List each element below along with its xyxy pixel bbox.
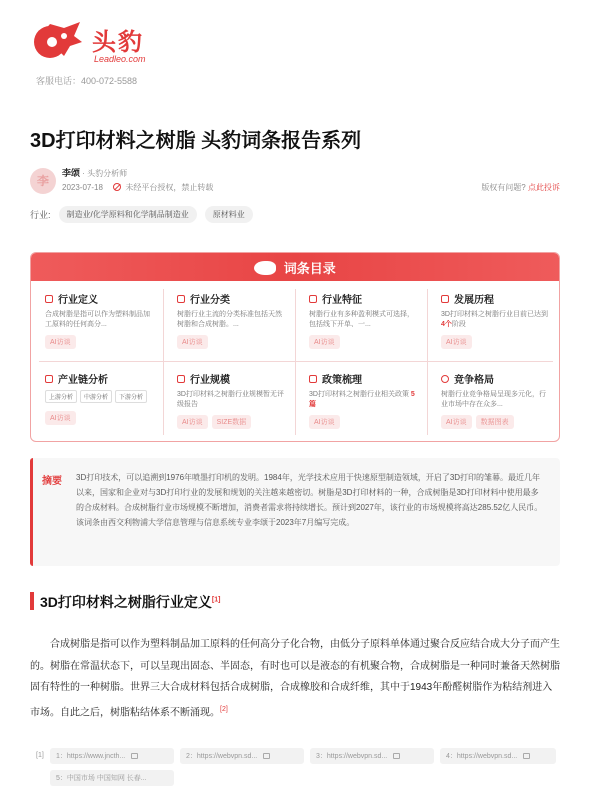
directory-item-competition[interactable] bbox=[427, 361, 559, 441]
chain-icon bbox=[45, 375, 53, 383]
directory-panel bbox=[30, 252, 560, 442]
reference-link[interactable]: 5：中国市场 中国知网 长春... bbox=[50, 770, 174, 786]
item-desc: 树脂行业主流的分类标准包括天然树脂和合成树脂。... bbox=[177, 311, 282, 328]
reprint-notice: 未经平台授权，禁止转载 bbox=[125, 183, 214, 192]
external-link-icon bbox=[131, 753, 138, 759]
directory-title: 词条目录 bbox=[283, 261, 336, 276]
directory-header bbox=[31, 253, 559, 281]
directory-item-scale[interactable] bbox=[163, 361, 295, 441]
reference-link[interactable]: 4：https://webvpn.sd... bbox=[440, 748, 556, 764]
directory-grid bbox=[31, 281, 560, 442]
size-data-badge[interactable]: SIZE数据 bbox=[212, 415, 252, 429]
directory-item-history[interactable] bbox=[427, 281, 559, 361]
pie-icon bbox=[441, 375, 449, 383]
ai-interview-badge[interactable]: AI访谈 bbox=[45, 335, 76, 349]
policy-icon bbox=[309, 375, 317, 383]
item-title: 行业分类 bbox=[190, 295, 230, 306]
bar-chart-icon bbox=[177, 375, 185, 383]
section-accent-bar bbox=[30, 592, 34, 610]
ai-interview-badge[interactable]: AI访谈 bbox=[177, 415, 208, 429]
item-desc: 树脂行业有多种盈利模式可选择，包括线下开单、一... bbox=[309, 311, 414, 328]
reference-link[interactable]: 1：https://www.jncth... bbox=[50, 748, 174, 764]
item-title: 产业链分析 bbox=[58, 375, 108, 386]
industry-tag[interactable]: 制造业/化学原料和化学制品制造业 bbox=[59, 206, 197, 223]
industry-tag[interactable]: 原材料业 bbox=[205, 206, 253, 223]
copyright-question: 版权有问题? bbox=[481, 183, 526, 192]
item-title: 行业定义 bbox=[58, 295, 98, 306]
item-desc: 3D打印材料之树脂行业相关政策 5篇 bbox=[309, 391, 415, 408]
publish-date: 2023-07-18 bbox=[62, 183, 103, 192]
directory-item-features[interactable] bbox=[295, 281, 427, 361]
ai-interview-badge[interactable]: AI访谈 bbox=[309, 415, 340, 429]
citation-link[interactable]: [2] bbox=[220, 705, 228, 713]
section-title-text: 3D打印材料之树脂行业定义 bbox=[40, 594, 212, 610]
directory-item-definition[interactable] bbox=[31, 281, 163, 361]
item-title: 竞争格局 bbox=[454, 375, 494, 386]
section-body-text: 合成树脂是指可以作为塑料制品加工原料的任何高分子化合物，由低分子原料单体通过聚合反应结合成大分子而产生的。树脂在常温状态下，可以呈现出固态、半固态，有时也可以是液态的有机聚合物，合成树脂是一种同时兼备天然树脂固有特性的一种树脂。世界三大合成材料包括合成树脂，合成橡胶和合成纤维，其中于1943年酚醛树脂作为粘结剂进入市场。自此之后，树脂粘结体系不断涌现。 bbox=[30, 639, 560, 718]
item-title: 政策梳理 bbox=[322, 375, 362, 386]
item-desc: 树脂行业竞争格局呈现多元化，行业市场中存在众多... bbox=[441, 391, 546, 408]
data-chart-badge[interactable]: 数据图表 bbox=[476, 415, 514, 429]
external-link-icon bbox=[393, 753, 400, 759]
leadleo-logo[interactable] bbox=[30, 16, 170, 68]
directory-item-classification[interactable] bbox=[163, 281, 295, 361]
page-title: 3D打印材料之树脂 头豹词条报告系列 bbox=[30, 130, 362, 152]
feature-icon bbox=[309, 295, 317, 303]
prohibited-icon bbox=[113, 183, 121, 191]
section-title bbox=[40, 592, 220, 612]
upstream-tag[interactable]: 上游分析 bbox=[45, 390, 77, 403]
copyright-complaint bbox=[481, 182, 560, 193]
item-desc: 3D打印材料之树脂行业规模暂无评级报告 bbox=[177, 391, 284, 408]
ai-interview-badge[interactable]: AI访谈 bbox=[441, 335, 472, 349]
hierarchy-icon bbox=[177, 295, 185, 303]
item-desc: 合成树脂是指可以作为塑料制品加工原料的任何高分... bbox=[45, 311, 150, 328]
service-phone: 客服电话：400-072-5588 bbox=[36, 76, 138, 86]
reference-index: [1] bbox=[36, 752, 44, 759]
references bbox=[30, 738, 560, 794]
leopard-logo-icon bbox=[30, 18, 86, 60]
ai-interview-badge[interactable]: AI访谈 bbox=[177, 335, 208, 349]
external-link-icon bbox=[523, 753, 530, 759]
midstream-tag[interactable]: 中游分析 bbox=[80, 390, 112, 403]
reference-link[interactable]: 2：https://webvpn.sd... bbox=[180, 748, 304, 764]
author-org: · 头豹分析师 bbox=[82, 169, 128, 178]
author-line bbox=[62, 166, 127, 179]
brand-name-en: Leadleo.com bbox=[94, 54, 146, 64]
item-desc: 3D打印材料之树脂行业目前已达到 4个阶段 bbox=[441, 311, 548, 328]
industry-label: 行业: bbox=[30, 210, 51, 220]
directory-item-policy[interactable] bbox=[295, 361, 427, 441]
search-icon bbox=[45, 295, 53, 303]
downstream-tag[interactable]: 下游分析 bbox=[115, 390, 147, 403]
item-title: 行业规模 bbox=[190, 375, 230, 386]
summary-accent-bar bbox=[30, 458, 33, 566]
author-name[interactable]: 李颂 bbox=[62, 168, 81, 178]
meta-line bbox=[62, 182, 213, 193]
ai-interview-badge[interactable]: AI访谈 bbox=[45, 411, 76, 425]
item-title: 行业特征 bbox=[322, 295, 362, 306]
summary-label: 摘要 bbox=[42, 476, 62, 487]
section-body bbox=[30, 634, 560, 723]
industry-row bbox=[30, 206, 253, 223]
complaint-link[interactable]: 点此投诉 bbox=[528, 183, 560, 192]
timeline-icon bbox=[441, 295, 449, 303]
external-link-icon bbox=[263, 753, 270, 759]
brand-name-cn: 头豹 bbox=[92, 29, 144, 56]
leopard-icon bbox=[254, 261, 276, 275]
item-title: 发展历程 bbox=[454, 295, 494, 306]
directory-item-chain[interactable] bbox=[31, 361, 163, 441]
reference-link[interactable]: 3：https://webvpn.sd... bbox=[310, 748, 434, 764]
avatar[interactable]: 李 bbox=[30, 168, 56, 194]
citation-link[interactable]: [1] bbox=[211, 596, 221, 604]
ai-interview-badge[interactable]: AI访谈 bbox=[309, 335, 340, 349]
ai-interview-badge[interactable]: AI访谈 bbox=[441, 415, 472, 429]
summary-text: 3D打印技术，可以追溯到1976年喷墨打印机的发明。1984年，光学技术应用于快速原型制造领域，开启了3D打印的雏幕。最近几年以来，国家和企业对与3D打印行业的发展和规划的关注越来越密切。树脂是3D打印材料的一种，合成树脂是3D打印材料中使用最多的合成材料。合成树脂行业市场规模不断增加，消费者需求将持续增长。预计到2027年，该行业的市场规模将高达285.52亿人民币。该词条由西交利物浦大学信息管理与信息系统专业李颂于2023年7月编写完成。 bbox=[76, 473, 543, 527]
summary-box bbox=[30, 458, 560, 566]
